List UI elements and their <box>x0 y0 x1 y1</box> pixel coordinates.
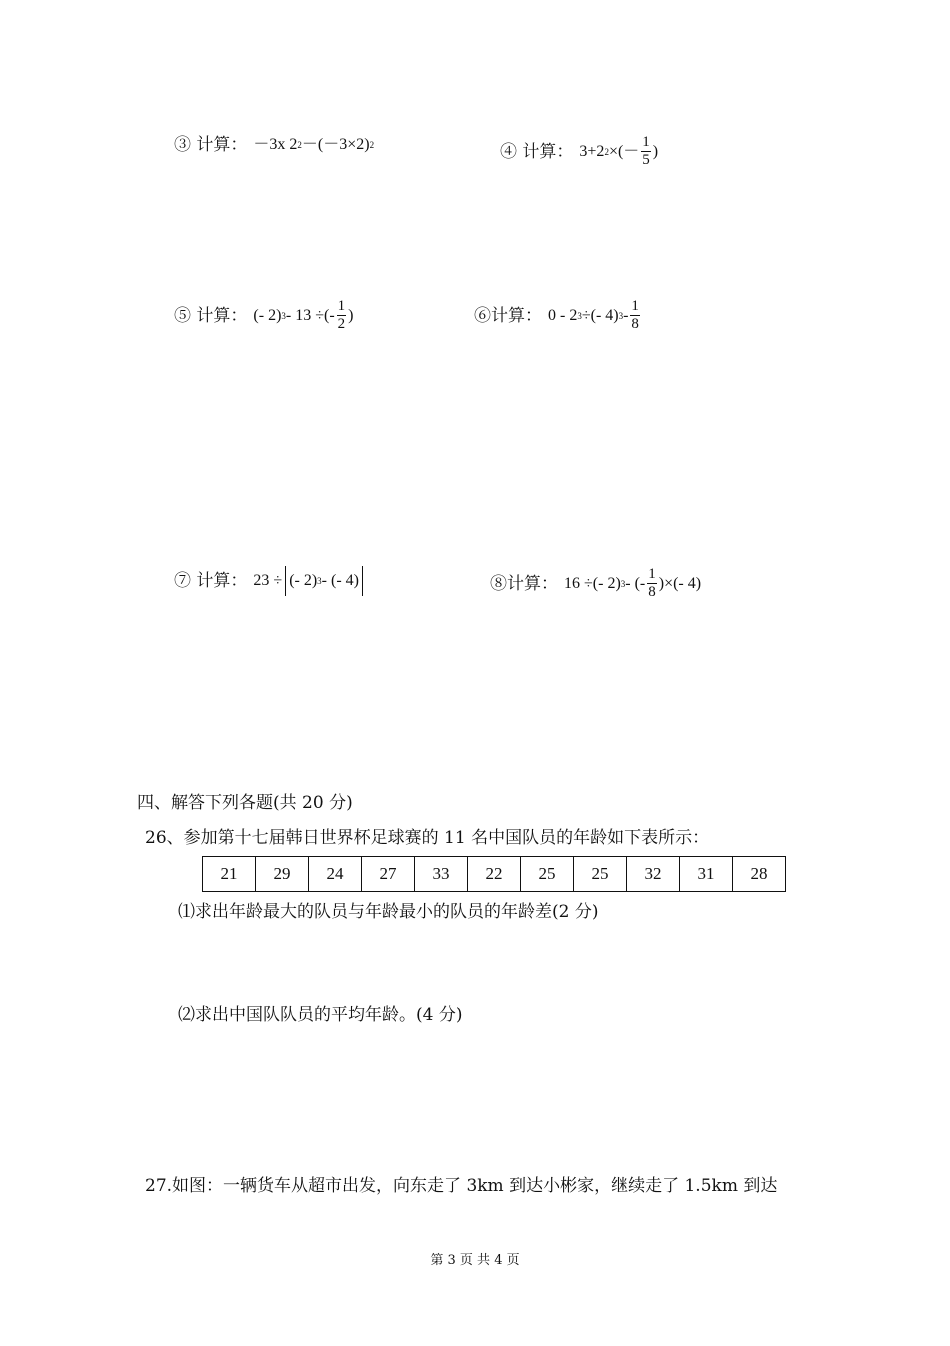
age-cell: 32 <box>627 857 680 892</box>
problem-7-expression: 23 ÷ (- 2) 3 - (- 4) <box>253 566 366 596</box>
ages-table <box>202 856 786 892</box>
fraction: $\frac{1}{8}$ <box>648 566 656 600</box>
bracket-right <box>362 566 363 596</box>
problem-6 <box>474 298 642 333</box>
fraction: $\frac{1}{8}$ <box>631 298 639 332</box>
fraction: $\frac{1}{5}$ <box>642 134 650 168</box>
problem-4 <box>500 134 658 169</box>
problem-5 <box>174 298 353 333</box>
age-cell: 21 <box>203 857 256 892</box>
age-cell: 24 <box>309 857 362 892</box>
question-27-intro: 27.如图：一辆货车从超市出发，向东走了 3km 到达小彬家，继续走了 1.5km 到达 <box>145 1176 778 1196</box>
problem-8-label: ⑧计算： <box>490 573 558 594</box>
problem-4-expression: 3+2 2 ×(－ $\frac{1}{5}$ ) <box>579 134 659 168</box>
problem-3 <box>174 134 374 156</box>
problem-6-expression: 0 - 2 3 ÷(- 4) 3 - $\frac{1}{8}$ <box>548 298 639 332</box>
age-cell: 25 <box>521 857 574 892</box>
question-26-part-1: ⑴求出年龄最大的队员与年龄最小的队员的年龄差(2 分) <box>178 902 599 922</box>
age-cell: 29 <box>256 857 309 892</box>
bracket-left <box>285 566 286 596</box>
problem-5-label: ⑤ 计算： <box>174 305 248 326</box>
page-footer: 第 3 页 共 4 页 <box>430 1253 520 1268</box>
problem-7 <box>174 566 366 596</box>
age-cell: 22 <box>468 857 521 892</box>
problem-3-label: ③ 计算： <box>174 135 248 155</box>
age-cell: 25 <box>574 857 627 892</box>
question-26-part-2: ⑵求出中国队队员的平均年龄。(4 分) <box>178 1005 463 1025</box>
question-26-intro: 26、参加第十七届韩日世界杯足球赛的 11 名中国队员的年龄如下表所示： <box>145 828 710 848</box>
problem-8 <box>490 566 701 601</box>
problem-6-label: ⑥计算： <box>474 305 542 326</box>
table-row <box>203 857 786 892</box>
age-cell: 31 <box>680 857 733 892</box>
problem-5-expression: (- 2) 3 - 13 ÷(- $\frac{1}{2}$ ) <box>253 298 354 332</box>
age-cell: 27 <box>362 857 415 892</box>
age-cell: 33 <box>415 857 468 892</box>
fraction: $\frac{1}{2}$ <box>337 298 346 332</box>
problem-3-expression: －3x 2 2 －(－3×2) 2 <box>253 136 375 153</box>
problem-8-expression: 16 ÷(- 2) 3 - (- $\frac{1}{8}$ )×(- 4) <box>564 566 702 600</box>
age-cell: 28 <box>733 857 786 892</box>
section-4-heading: 四、解答下列各题(共 20 分) <box>137 793 353 813</box>
problem-7-label: ⑦ 计算： <box>174 571 248 591</box>
problem-4-label: ④ 计算： <box>500 141 574 162</box>
